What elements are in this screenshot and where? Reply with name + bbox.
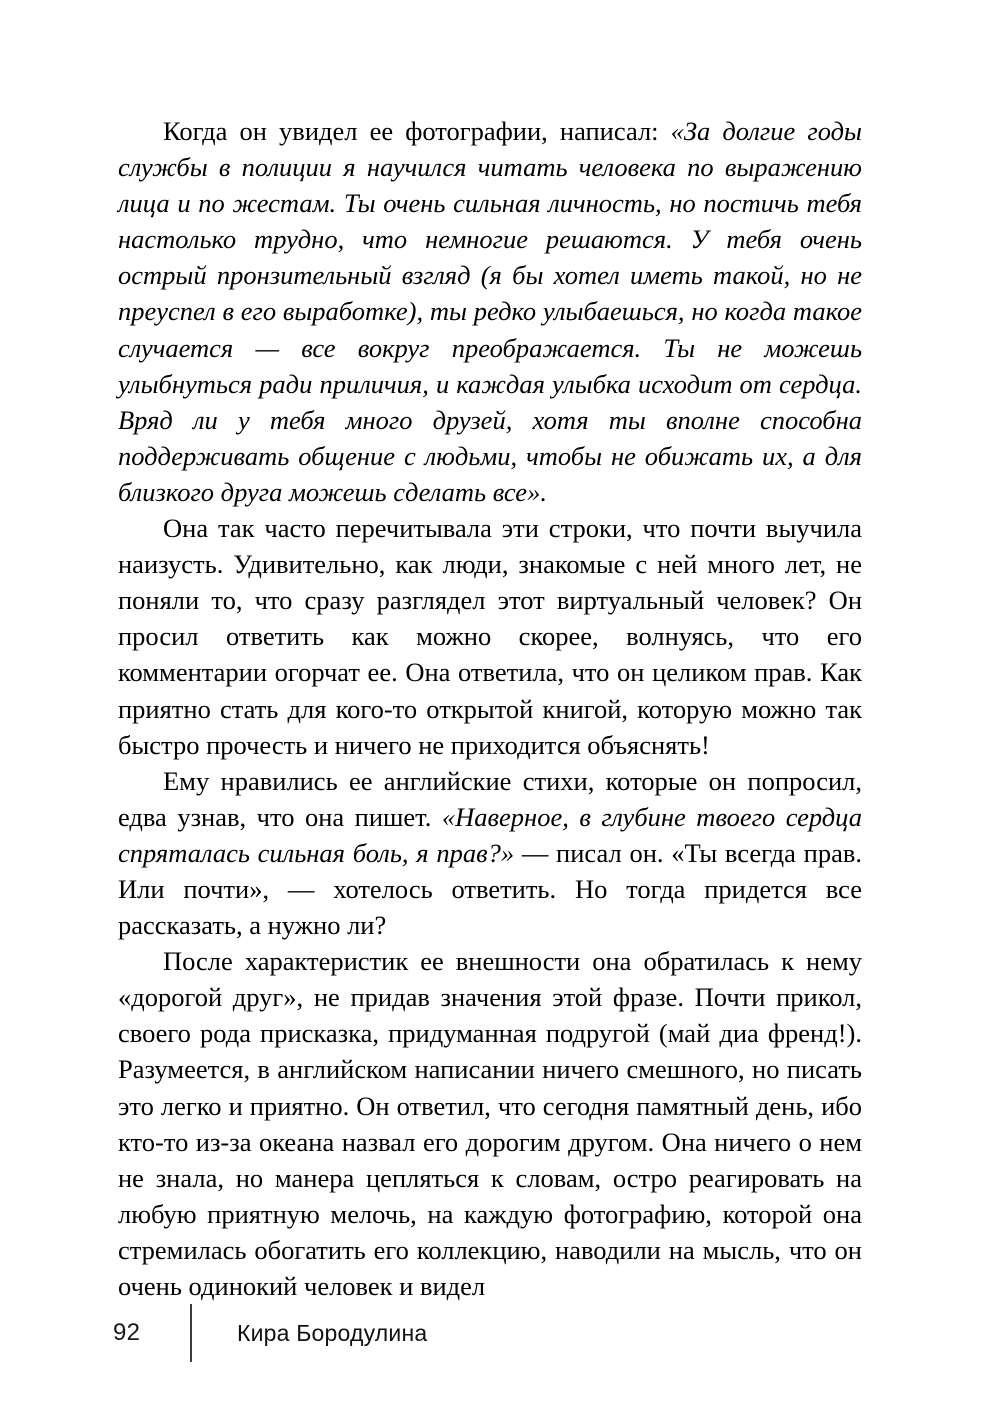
paragraph-3-roman-lead: Ему нравились ее английские стихи, которые он попросил, едва узнав, что она пишет. [118, 765, 862, 832]
page-footer [113, 1302, 427, 1364]
paragraph-2-roman-lead: Она так часто перечитывала эти строки, что почти выучила наизусть. Удивительно, как люди, знакомые с ней много лет, не поняли то, что сразу разглядел этот виртуальный человек? Он просил ответить как можно скорее, волнуясь, что его комментарии огорчат ее. Она ответила, что он целиком прав. Как приятно стать для кого-то открытой книгой, которую можно так быстро прочесть и ничего не приходится объяснять! [118, 513, 862, 760]
paragraph-2 [118, 510, 862, 763]
paragraph-3-italic-quote: «Наверное, в глубине твоего сердца спряталась сильная боль, я прав?» [118, 801, 863, 868]
paragraph-1-roman-lead: Когда он увидел ее фотографии, написал: [163, 116, 671, 146]
author-name: Кира Бородулина [237, 1319, 428, 1346]
paragraph-3-roman-tail: — писал он. «Ты всегда прав. Или почти», — хотелось ответить. Но тогда придется все рассказать, а нужно ли? [118, 837, 862, 941]
page-text-block [118, 113, 862, 1304]
paragraph-4 [118, 943, 862, 1304]
paragraph-1 [118, 113, 862, 510]
page-number: 92 [113, 1319, 141, 1346]
paragraph-4-roman-lead: После характеристик ее внешности она обратилась к нему «дорогой друг», не придав значения этой фразе. Почти прикол, своего рода присказка, придуманная подругой (май диа френд!). Разумеется, в английском написании ничего смешного, но писать это легко и приятно. Он ответил, что сегодня памятный день, ибо кто-то из-за океана назвал его дорогим другом. Она ничего о нем не знала, но манера цепляться к словам, остро реагировать на любую приятную мелочь, на каждую фотографию, которой она стремилась обогатить его коллекцию, наводили на мысль, что он очень одинокий человек и видел [118, 946, 862, 1301]
footer-divider-rule [190, 1304, 192, 1362]
paragraph-1-italic-quote: «За долгие годы службы в полиции я научился читать человека по выражению лица и по жестам. Ты очень сильная личность, но постичь тебя настолько трудно, что немногие решаются. У тебя очень острый пронзительный взгляд (я бы хотел иметь такой, но не преуспел в его выработке), ты редко улыбаешься, но когда такое случается — все вокруг преображается. Ты не можешь улыбнуться ради приличия, и каждая улыбка исходит от сердца. Вряд ли у тебя много друзей, хотя ты вполне способна поддерживать общение с людьми, чтобы не обижать их, а для близкого друга можешь сделать все». [118, 116, 862, 507]
paragraph-3 [118, 763, 862, 943]
